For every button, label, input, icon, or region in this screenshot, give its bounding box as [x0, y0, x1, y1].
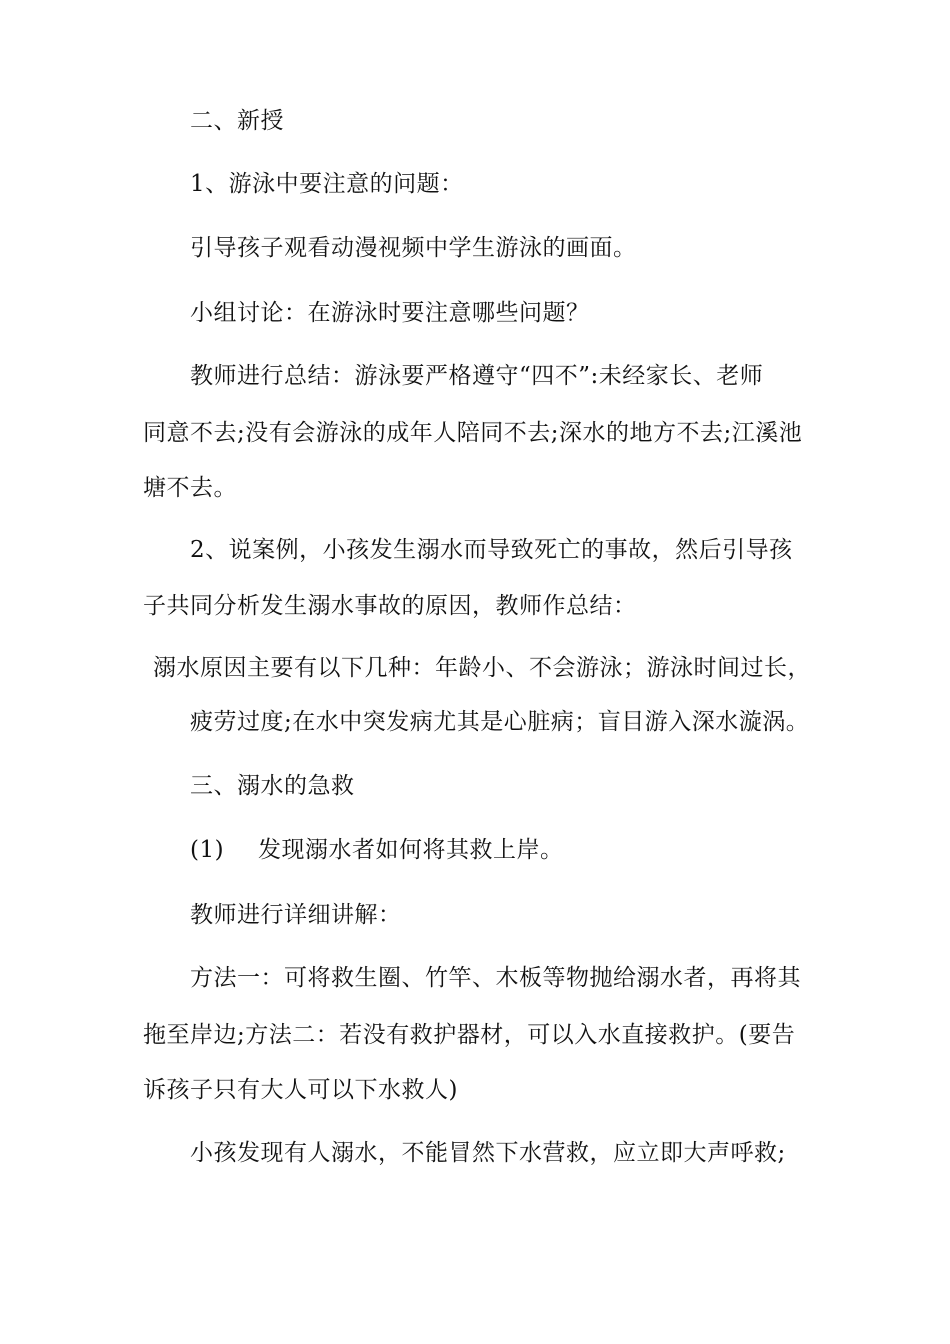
sub-item-1-marker: (1) [190, 837, 225, 863]
paragraph-case-line-1: 2、说案例，小孩发生溺水而导致死亡的事故，然后引导孩 [190, 537, 793, 563]
paragraph-methods-line-2: 拖至岸边;方法二：若没有救护器材，可以入水直接救护。(要告 [143, 1022, 796, 1048]
paragraph-methods-line-3: 诉孩子只有大人可以下水救人) [143, 1077, 458, 1103]
paragraph-guide: 引导孩子观看动漫视频中学生游泳的画面。 [190, 235, 637, 261]
section-3-heading: 三、溺水的急救 [190, 773, 355, 799]
paragraph-causes-line-2: 疲劳过度;在水中突发病尤其是心脏病；盲目游入深水漩涡。 [190, 709, 810, 735]
paragraph-case-line-2: 子共同分析发生溺水事故的原因，教师作总结： [143, 593, 637, 619]
paragraph-teacher-summary-line-2: 同意不去;没有会游泳的成年人陪同不去;深水的地方不去;江溪池 [143, 420, 803, 446]
paragraph-causes-line-1: 溺水原因主要有以下几种：年龄小、不会游泳；游泳时间过长， [153, 655, 811, 681]
paragraph-teacher-summary-line-1: 教师进行总结：游泳要严格遵守“四不”:未经家长、老师 [190, 363, 764, 389]
item-1-heading: 1、游泳中要注意的问题： [190, 171, 464, 197]
paragraph-group-discussion: 小组讨论：在游泳时要注意哪些问题？ [190, 300, 590, 326]
section-2-heading: 二、新授 [190, 108, 284, 134]
paragraph-child-warning: 小孩发现有人溺水，不能冒然下水营救，应立即大声呼救; [190, 1140, 786, 1166]
paragraph-teacher-summary-line-3: 塘不去。 [143, 475, 237, 501]
paragraph-teacher-explain: 教师进行详细讲解： [190, 902, 402, 928]
sub-item-1-text: 发现溺水者如何将其救上岸。 [258, 837, 564, 863]
paragraph-methods-line-1: 方法一：可将救生圈、竹竿、木板等物抛给溺水者，再将其 [190, 965, 801, 991]
